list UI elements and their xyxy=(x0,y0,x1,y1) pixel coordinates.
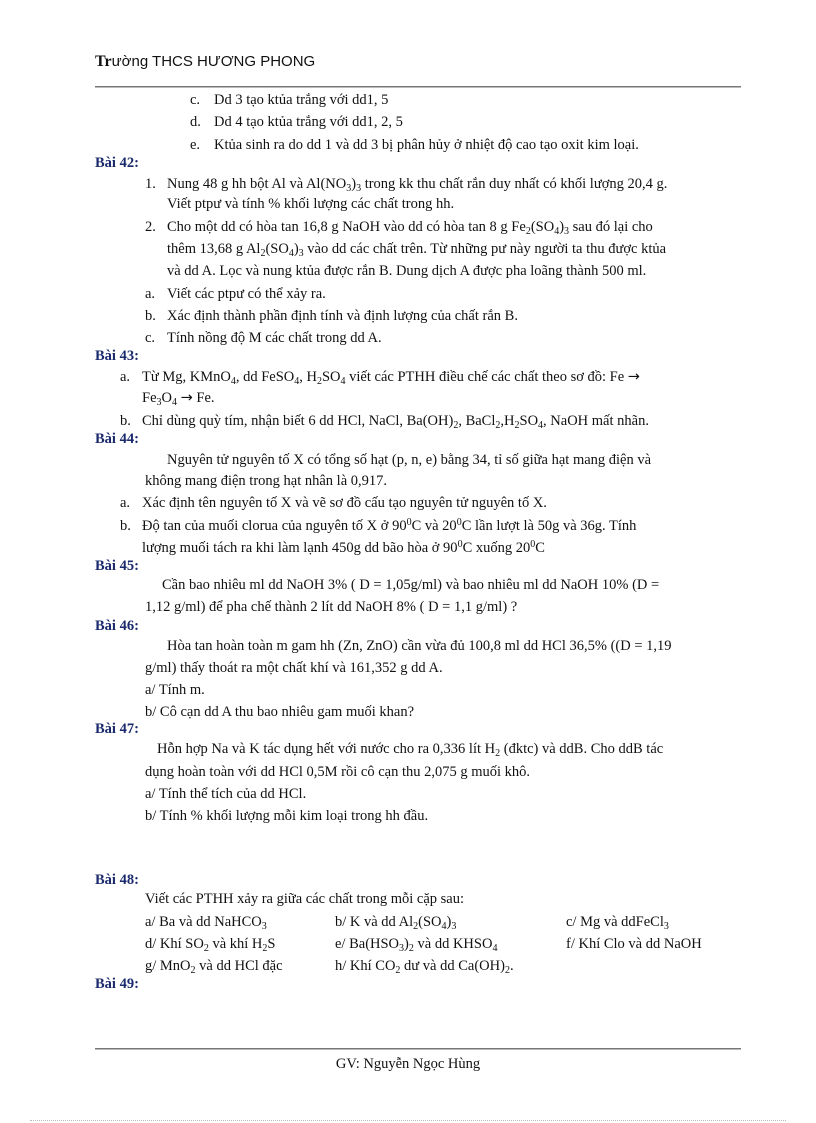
bai44-line2: không mang điện trong hạt nhân là 0,917. xyxy=(145,473,388,489)
arrow-icon: → xyxy=(180,390,193,406)
bai45-line1: Cần bao nhiêu ml dd NaOH 3% ( D = 1,05g/ml) và bao nhiêu ml dd NaOH 10% (D = xyxy=(162,577,660,593)
header-school-lead: Tr xyxy=(95,53,112,70)
bai48-intro: Viết các PTHH xảy ra giữa các chất trong mỗi cặp sau: xyxy=(145,891,465,907)
bai44-item-b-line1: b. Độ tan của muối clorua của nguyên tố X ở $90^0C$ và $20^0C$ lần lượt là 50g và 36g. Tính xyxy=(120,517,637,534)
bai46-line1: Hòa tan hoàn toàn m gam hh (Zn, ZnO) cần vừa đủ 100,8 ml dd HCl 36,5% ((D = 1,19 xyxy=(167,638,672,654)
bai49-heading: Bài 49: xyxy=(95,976,139,992)
bai43-item-a-line2: $Fe_3O_4 \to Fe$. xyxy=(142,390,215,408)
bai46-heading: Bài 46: xyxy=(95,618,139,634)
bai44-line1: Nguyên tử nguyên tố X có tổng số hạt (p, n, e) bằng 34, tỉ số giữa hạt mang điện và xyxy=(167,452,652,468)
bai43-item-b: b. Chỉ dùng quỳ tím, nhận biết 6 dd HCl, NaCl, $Ba(OH)_2$, $BaCl_2,H_2SO_4$, NaOH mất nhãn. xyxy=(120,413,649,431)
bai42-q2-line2: thêm 13,68 g $Al_2(SO_4)_3$ vào dd các chất trên. Từ những pư này người ta thu được ktủa xyxy=(167,241,667,259)
bai46-line2: g/ml) thấy thoát ra một chất khí và 161,352 g dd A. xyxy=(145,660,443,676)
bai41-item-c: c. Dd 3 tạo ktủa trắng với dd1, 5 xyxy=(190,92,389,108)
bai47-item-a: a/ Tính thể tích của dd HCl. xyxy=(145,786,307,802)
bai43-item-a-line1: a. Từ Mg, KMnO$_4$, dd FeSO$_4$, $H_2SO_4$ viết các PTHH điều chế các chất theo sơ đồ: Fe → xyxy=(120,369,640,387)
bai45-line2: 1,12 g/ml) để pha chế thành 2 lít dd NaOH 8% ( D = 1,1 g/ml) ? xyxy=(145,599,518,615)
bai47-item-b: b/ Tính % khối lượng mỗi kim loại trong hh đầu. xyxy=(145,808,429,824)
bai48-item-h: h/ Khí $CO_2$ dư và dd $Ca(OH)_2$. xyxy=(335,958,514,976)
header-school-name: ường THCS HƯƠNG PHONG xyxy=(111,53,316,70)
bai46-item-b: b/ Cô cạn dd A thu bao nhiêu gam muối khan? xyxy=(145,704,415,720)
bai42-q2-line1: 2. Cho một dd có hòa tan 16,8 g NaOH vào dd có hòa tan 8 g $Fe_2(SO_4)_3$ sau đó lại cho xyxy=(145,219,653,237)
bai42-item-c: c. Tính nồng độ M các chất trong dd A. xyxy=(145,330,382,346)
bai42-q2-line3: và dd A. Lọc và nung ktủa được rắn B. Dung dịch A được pha loãng thành 500 ml. xyxy=(167,263,647,279)
page-bottom-border xyxy=(30,1120,786,1121)
bai48-heading: Bài 48: xyxy=(95,872,139,888)
bai43-heading: Bài 43: xyxy=(95,348,139,364)
bai48-item-c: c/ Mg và ddFeCl$_3$ xyxy=(566,914,669,932)
bai42-heading: Bài 42: xyxy=(95,155,139,171)
bai46-item-a: a/ Tính m. xyxy=(145,682,205,698)
bai41-item-d: d. Dd 4 tạo ktủa trắng với dd1, 2, 5 xyxy=(190,114,403,130)
bai42-item-b: b. Xác định thành phần định tính và định lượng của chất rắn B. xyxy=(145,308,518,324)
bai47-line2: dụng hoàn toàn với dd HCl 0,5M rồi cô cạn thu 2,075 g muối khô. xyxy=(145,764,531,780)
bai47-line1: Hỗn hợp Na và K tác dụng hết với nước cho ra 0,336 lít $H_2$ (đktc) và ddB. Cho ddB tác xyxy=(157,741,664,759)
arrow-icon: → xyxy=(627,369,640,385)
bai45-heading: Bài 45: xyxy=(95,558,139,574)
bai44-item-b-line2: lượng muối tách ra khi làm lạnh 450g dd bão hòa ở $90^0C$ xuống $20^0C$ xyxy=(142,539,545,556)
bai44-item-a: a. Xác định tên nguyên tố X và vẽ sơ đồ cấu tạo nguyên tử nguyên tố X. xyxy=(120,495,547,511)
bai44-heading: Bài 44: xyxy=(95,431,139,447)
bai48-item-g: g/ MnO$_2$ và dd HCl đặc xyxy=(145,958,283,976)
bai48-item-b: b/ K và dd $Al_2(SO_4)_3$ xyxy=(335,914,457,932)
bai42-q1-line1: 1. Nung 48 g hh bột Al và $Al(NO_3)_3$ trong kk thu chất rắn duy nhất có khối lượng 20,4 g. xyxy=(145,176,668,194)
bai42-q1-line2: Viết ptpư và tính % khối lượng các chất trong hh. xyxy=(167,196,455,212)
bai48-item-e: e/ $Ba(HSO_3)_2$ và dd $KHSO_4$ xyxy=(335,936,498,954)
bai48-item-f: f/ Khí Clo và dd NaOH xyxy=(566,936,702,952)
footer-rule xyxy=(95,1048,741,1050)
bai47-heading: Bài 47: xyxy=(95,721,139,737)
bai41-item-e: e. Ktủa sinh ra do dd 1 và dd 3 bị phân hủy ở nhiệt độ cao tạo oxit kim loại. xyxy=(190,137,639,153)
page-header xyxy=(95,53,315,71)
header-rule xyxy=(95,86,741,88)
bai42-item-a: a. Viết các ptpư có thể xảy ra. xyxy=(145,286,326,302)
bai48-item-a: a/ Ba và dd NaHCO$_3$ xyxy=(145,914,267,932)
footer-teacher: GV: Nguyễn Ngọc Hùng xyxy=(335,1056,481,1072)
bai48-item-d: d/ Khí $SO_2$ và khí $H_2S$ xyxy=(145,936,276,954)
